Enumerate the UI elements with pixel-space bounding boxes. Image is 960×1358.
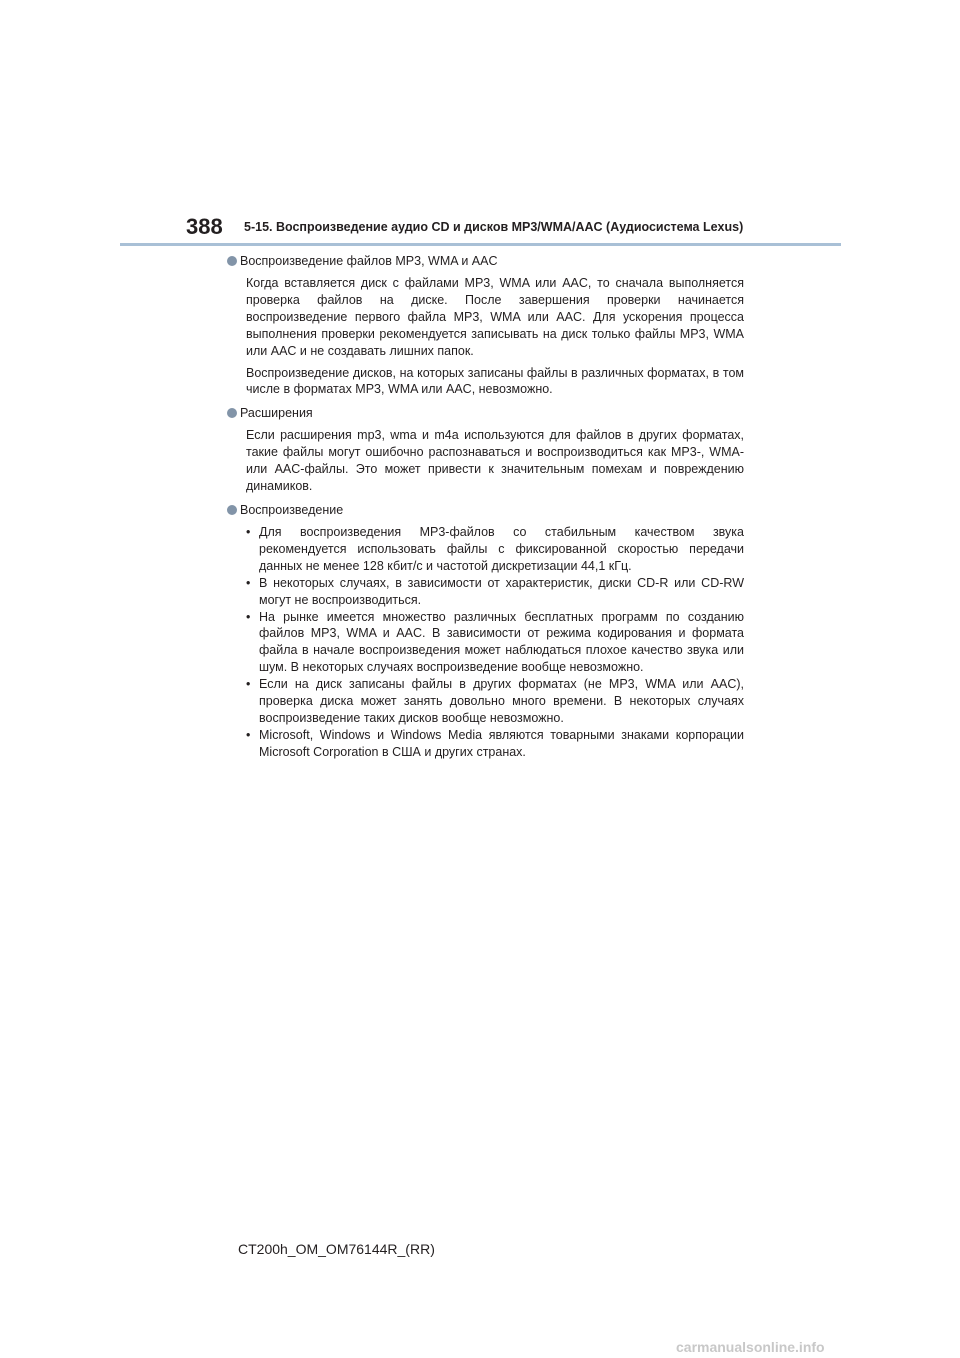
list-item-text: На рынке имеется множество различных бесплатных программ по созданию файлов MP3, WMA и AAC. В зависимости от режима кодирования и формата файла в начале воспроизведения может наблюдаться плохое качество звука или шум. В некоторых случаях воспроизведение вообще невозможно. xyxy=(259,609,744,675)
list-item-text: Если на диск записаны файлы в других форматах (не MP3, WMA или AAC), проверка диска может занять довольно много времени. В некоторых случаях воспроизведение таких дисков вообще невозможно. xyxy=(259,677,744,725)
playback-list xyxy=(246,524,744,761)
main-content xyxy=(227,253,744,768)
section-heading xyxy=(227,405,744,422)
bullet-dot-icon xyxy=(227,256,237,266)
section-playback xyxy=(227,502,744,761)
section-extensions xyxy=(227,405,744,495)
section-mp3-wma-aac xyxy=(227,253,744,398)
list-bullet-icon: • xyxy=(246,677,251,692)
list-item xyxy=(246,676,744,727)
bullet-dot-icon xyxy=(227,505,237,515)
watermark: carmanualsonline.info xyxy=(676,1339,825,1355)
section-heading xyxy=(227,502,744,519)
list-bullet-icon: • xyxy=(246,524,251,539)
paragraph: Когда вставляется диск с файлами MP3, WMA или AAC, то сначала выполняется проверка файлов на диске. После завершения проверки начинается воспроизведение первого файла MP3, WMA или AAC. Для ускорения процесса выполнения проверки рекомендуется записывать на диск только файлы MP3, WMA или AAC и не создавать лишних папок. xyxy=(246,276,744,358)
list-item-text: Для воспроизведения MP3-файлов со стабильным качеством звука рекомендуется использовать файлы с фиксированной скоростью передачи данных не менее 128 кбит/с и частотой дискретизации 44,1 кГц. xyxy=(259,524,744,573)
document-code: CT200h_OM_OM76144R_(RR) xyxy=(238,1241,435,1257)
list-item xyxy=(246,575,744,609)
section-heading xyxy=(227,253,744,270)
list-item xyxy=(246,609,744,677)
list-item xyxy=(246,524,744,575)
list-item-text: В некоторых случаях, в зависимости от характеристик, диски CD-R или CD-RW могут не воспроизводиться. xyxy=(259,575,744,607)
bullet-dot-icon xyxy=(227,408,237,418)
list-item xyxy=(246,727,744,761)
header-divider xyxy=(120,243,841,246)
list-item-text: Microsoft, Windows и Windows Media являются товарными знаками корпорации Microsoft Corporation в США и других странах. xyxy=(259,727,744,759)
section-title: 5-15. Воспроизведение аудио CD и дисков MP3/WMA/AAC (Аудиосистема Lexus) xyxy=(244,220,744,234)
paragraph: Если расширения mp3, wma и m4a используются для файлов в других форматах, такие файлы могут ошибочно распознаваться и воспроизводиться как MP3-, WMA- или AAC-файлы. Это может привести к значительным помехам и повреждению динамиков. xyxy=(246,428,744,494)
section-heading-text: Воспроизведение файлов MP3, WMA и AAC xyxy=(240,254,498,268)
page-number: 388 xyxy=(186,214,223,239)
section-heading-text: Воспроизведение xyxy=(240,502,344,517)
page-header xyxy=(0,0,960,250)
paragraph: Воспроизведение дисков, на которых записаны файлы в различных форматах, в том числе в форматах MP3, WMA или AAC, невозможно. xyxy=(246,365,744,397)
list-bullet-icon: • xyxy=(246,575,251,590)
list-bullet-icon: • xyxy=(246,727,251,742)
list-bullet-icon: • xyxy=(246,609,251,624)
section-heading-text: Расширения xyxy=(240,406,313,421)
